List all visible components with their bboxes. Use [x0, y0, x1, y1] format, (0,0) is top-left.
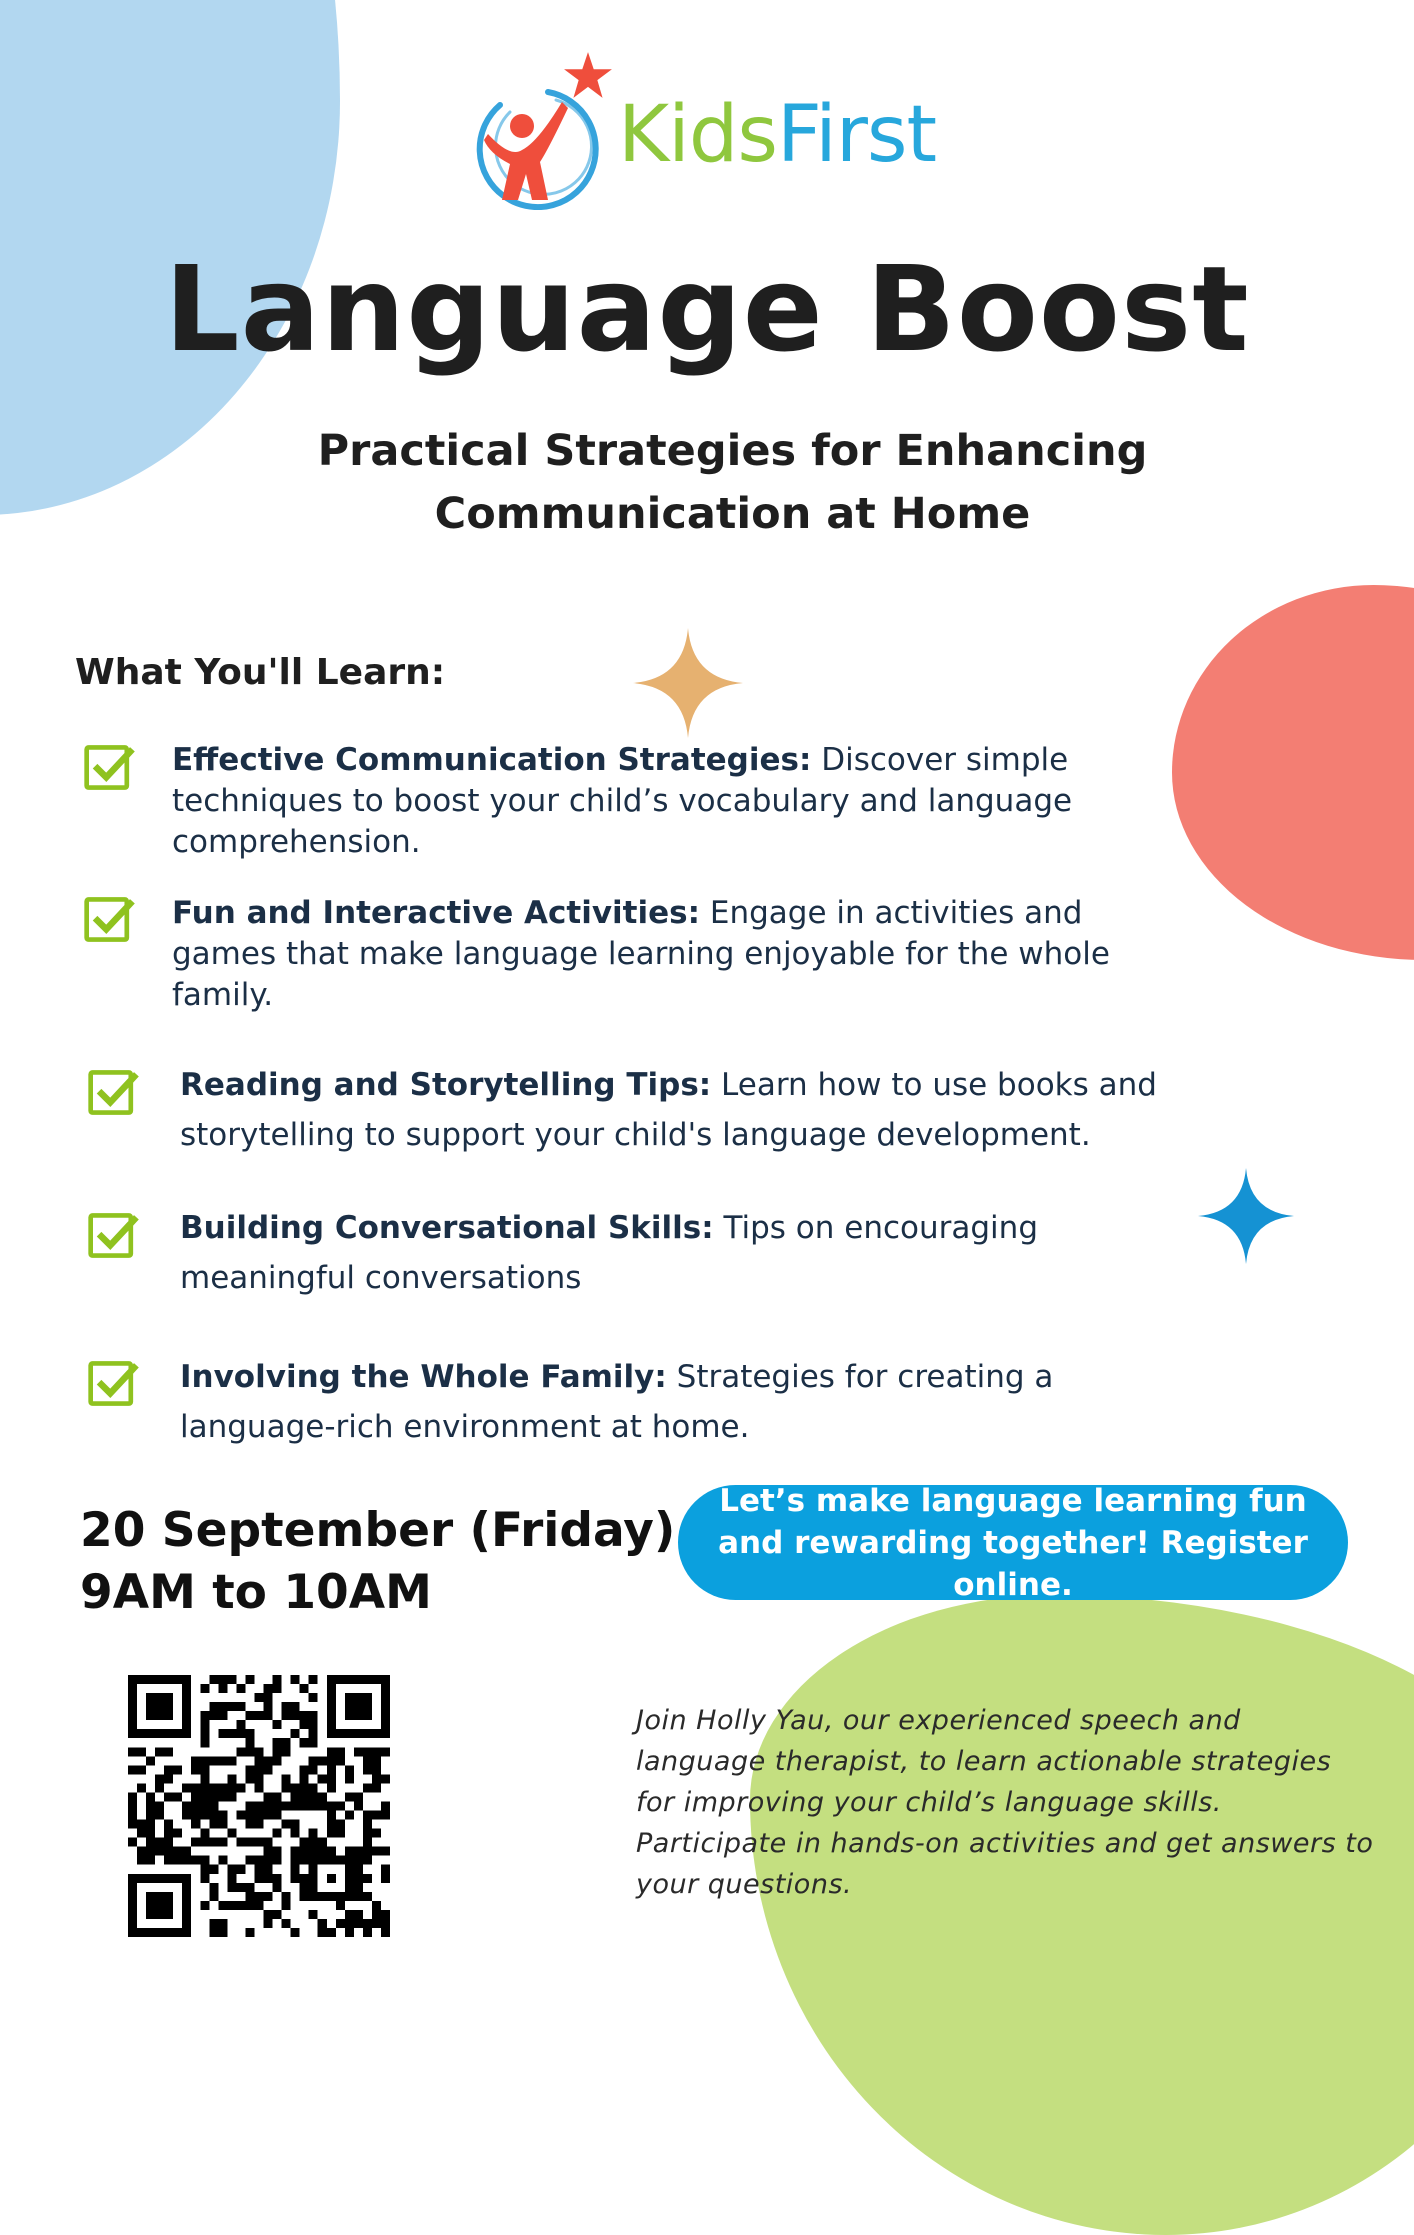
learn-item-title: Fun and Interactive Activities:: [172, 895, 700, 931]
green-blob-decoration: [750, 1595, 1414, 2235]
check-box-icon: [86, 1208, 142, 1264]
qr-code[interactable]: [128, 1675, 390, 1937]
learn-item-body: Learn how to use books and storytelling to support your child's language development.: [180, 1067, 1157, 1153]
logo-wordmark: [618, 90, 937, 180]
event-time: 9AM to 10AM: [80, 1565, 432, 1620]
star-icon: [562, 50, 614, 102]
learn-item-body: Strategies for creating a language-rich environment at home.: [180, 1359, 1054, 1445]
logo-first-text: First: [776, 90, 937, 180]
learn-item-title: Reading and Storytelling Tips:: [180, 1067, 712, 1103]
blue-sparkle-icon: [1198, 1168, 1294, 1264]
learn-item-title: Building Conversational Skills:: [180, 1210, 714, 1246]
learn-heading: What You'll Learn:: [75, 652, 446, 693]
learn-item-body: Engage in activities and games that make language learning enjoyable for the whole family.: [172, 895, 1110, 1013]
kidsfirst-logo: [470, 50, 950, 210]
event-datetime: [80, 1500, 675, 1624]
learn-item-title: Effective Communication Strategies:: [172, 742, 812, 778]
orange-sparkle-icon: [633, 628, 743, 738]
page-title: Language Boost: [164, 240, 1250, 378]
event-date: 20 September (Friday): [80, 1503, 676, 1558]
check-box-icon: [82, 740, 138, 796]
event-description: Join Holly Yau, our experienced speech and language therapist, to learn actionable strategies for improving your child’s language skills. Participate in hands-on activities and get answers to your questions.: [636, 1705, 1374, 1900]
check-box-icon: [86, 1065, 142, 1121]
learn-item-body: Tips on encouraging meaningful conversations: [180, 1210, 1038, 1296]
red-blob-decoration: [1172, 585, 1414, 960]
check-box-icon: [86, 1356, 142, 1412]
logo-kids-text: Kids: [618, 90, 777, 180]
register-cta-banner[interactable]: Let’s make language learning fun and rewarding together! Register online.: [678, 1485, 1348, 1600]
learn-item-body: Discover simple techniques to boost your child’s vocabulary and language comprehension.: [172, 742, 1073, 860]
learn-item-title: Involving the Whole Family:: [180, 1359, 667, 1395]
page-subtitle: Practical Strategies for Enhancing Communication at Home: [317, 426, 1148, 539]
check-box-icon: [82, 892, 138, 948]
